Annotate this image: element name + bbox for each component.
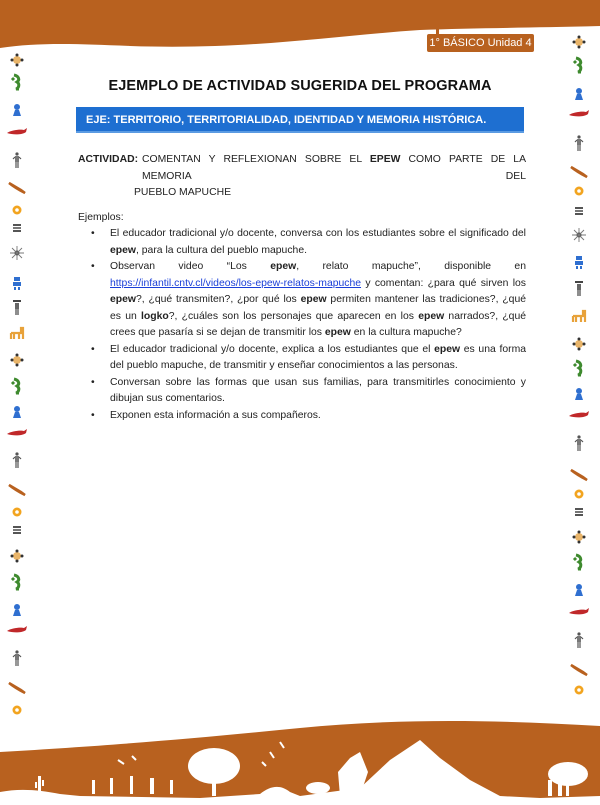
item-bold: epew [110, 244, 136, 256]
item-line [110, 259, 526, 276]
bullet: • [91, 228, 95, 239]
video-link[interactable]: https://infantil.cntv.cl/videos/los-epew-relatos-mapuche [110, 277, 362, 289]
footer-landscape-band [0, 700, 600, 800]
item-bold: epew [110, 294, 136, 305]
right-decorative-column [564, 0, 594, 800]
item-text: ?, ¿qué transmiten?, ¿por qué los [136, 294, 301, 305]
item-text: El educador tradicional y/o docente, explica a los estudiantes que el [110, 343, 435, 355]
list-item [78, 375, 526, 408]
item-text: El educador tradicional y/o docente, conversa con los estudiantes sobre el significado del [110, 228, 526, 239]
actividad-epew-bold: EPEW [369, 154, 401, 165]
left-icon-strip [2, 0, 32, 800]
ejemplos-label: Ejemplos: [78, 211, 124, 223]
item-text: , para la cultura del pueblo mapuche. [136, 244, 307, 256]
item-bold: epew [270, 261, 297, 272]
bullet: • [91, 409, 95, 421]
unit-badge: 1° BÁSICO Unidad 4 [427, 34, 534, 52]
item-text: y comentan: ¿para qué sirven los [361, 277, 526, 289]
actividad-label: ACTIVIDAD: [78, 154, 139, 165]
word: disponible [444, 261, 492, 272]
examples-list [78, 226, 526, 424]
actividad-text-pre: COMENTAN Y REFLEXIONAN SOBRE EL [142, 154, 362, 165]
actividad-text [138, 152, 526, 185]
word: en [514, 261, 526, 272]
bullet: • [91, 261, 95, 272]
left-decorative-column [2, 0, 32, 800]
item-text: pasaría si se dejan de transmitir los [158, 327, 325, 338]
word [270, 261, 299, 272]
item-text: Conversan sobre las formas que usan sus familias, para transmitirles conocimiento y dibujan sus comentarios. [110, 376, 526, 404]
item-bold: epew [434, 343, 461, 355]
actividad-line-2: PUEBLO MAPUCHE [134, 187, 232, 198]
item-bold: epew [324, 327, 351, 338]
list-item [78, 259, 526, 342]
item-bold: epew [418, 310, 445, 322]
word: video [178, 261, 204, 272]
page-title: EJEMPLO DE ACTIVIDAD SUGERIDA DEL PROGRAMA [108, 78, 492, 94]
word: “Los [226, 261, 247, 272]
word: relato [322, 261, 349, 272]
bullet: • [91, 376, 95, 388]
item-text: permiten mantener las tradiciones?, ¿qué es [110, 294, 527, 322]
word: Observan [110, 261, 156, 272]
list-item [78, 342, 526, 375]
item-text: narrados?, ¿qué crees que [110, 310, 526, 338]
item-bold: epew [300, 294, 327, 305]
eje-banner: EJE: TERRITORIO, TERRITORIALIDAD, IDENTIDAD Y MEMORIA HISTÓRICA. [76, 107, 524, 133]
item-bold: logko [141, 310, 169, 322]
bullet: • [91, 343, 95, 355]
item-text: ?, ¿cuáles son los personajes que aparecen en los [168, 310, 419, 322]
item-text: es una forma del pueblo mapuche, de transmitir y enseñar conocimientos a las personas. [110, 343, 526, 371]
item-text: un [125, 310, 142, 322]
actividad-line-1 [78, 152, 526, 185]
item-text: Exponen esta información a sus compañeros. [110, 409, 321, 421]
list-item [78, 408, 526, 425]
actividad-text-post: COMO PARTE DE LA MEMORIA DEL [142, 154, 527, 182]
activity-content [78, 152, 526, 424]
word: mapuche”, [371, 261, 421, 272]
list-item [78, 226, 526, 259]
word: , [296, 261, 300, 272]
item-text: en la cultura mapuche? [350, 327, 462, 338]
right-icon-strip [564, 0, 594, 800]
